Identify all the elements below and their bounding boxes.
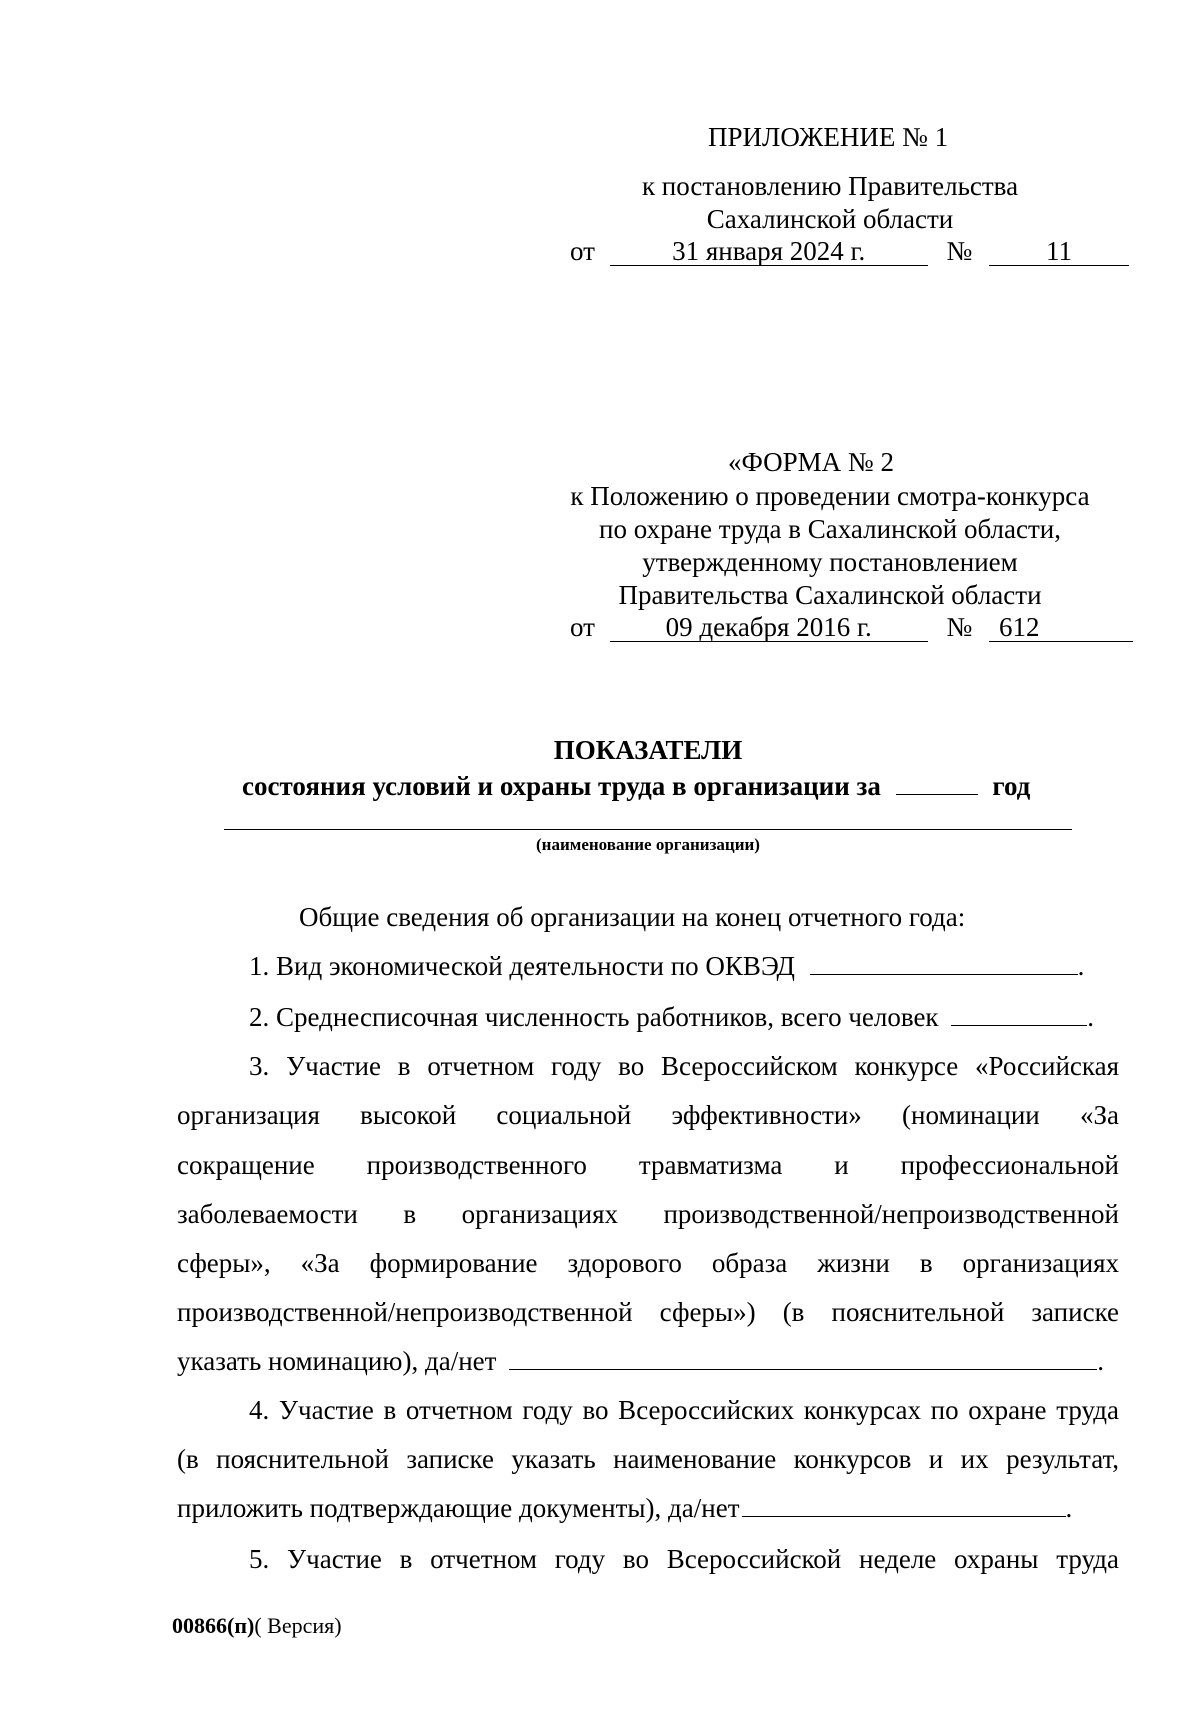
appendix-title: ПРИЛОЖЕНИЕ № 1	[708, 122, 949, 152]
appendix-number-label: №	[946, 236, 973, 266]
form-date: 09 декабря 2016 г.	[610, 613, 928, 642]
general-intro: Общие сведения об организации на конец отчетного года:	[299, 902, 966, 932]
item-3-line-3: сокращение производственного травматизма и профессиональной	[177, 1150, 1119, 1180]
form-line-3: утвержденному постановлением	[642, 547, 1018, 577]
form-line-4: Правительства Сахалинской области	[618, 580, 1042, 610]
item-3-period: .	[1097, 1346, 1104, 1376]
item-1-blank	[810, 952, 1078, 975]
item-3-line-1: 3. Участие в отчетном году во Всероссийском конкурсе «Российская	[249, 1051, 1119, 1081]
form-from-label: от	[570, 612, 595, 642]
appendix-line-2: Сахалинской области	[706, 204, 954, 234]
item-2-blank	[951, 1003, 1087, 1026]
item-4-line-1: 4. Участие в отчетном году во Всероссийских конкурсах по охране труда	[249, 1395, 1119, 1425]
appendix-line-1: к постановлению Правительства	[641, 171, 1019, 201]
heading-year-label: год	[992, 771, 1031, 801]
form-line-2: по охране труда в Сахалинской области,	[599, 514, 1061, 544]
item-4-last-text: приложить подтверждающие документы), да/нет	[177, 1493, 740, 1523]
item-1-period: .	[1077, 951, 1085, 981]
heading-title: ПОКАЗАТЕЛИ	[553, 735, 743, 765]
item-4-blank	[742, 1494, 1066, 1517]
heading-subtitle	[242, 771, 1030, 802]
footer-code: 00866(п)	[172, 1613, 255, 1638]
year-blank	[896, 772, 978, 795]
item-1-text: 1. Вид экономической деятельности по ОКВЭД	[249, 951, 795, 981]
appendix-number: 11	[989, 237, 1129, 266]
org-name-line	[224, 829, 1072, 830]
form-line-1: к Положению о проведении смотра-конкурса	[570, 481, 1090, 511]
item-3-line-2: организация высокой социальной эффективности» (номинации «За	[177, 1100, 1119, 1130]
footer-code-line	[172, 1613, 342, 1639]
item-3-line-5: сферы», «За формирование здорового образа жизни в организациях	[177, 1248, 1119, 1278]
item-2	[249, 1002, 1119, 1033]
appendix-date: 31 января 2024 г.	[610, 237, 928, 266]
item-4-period: .	[1065, 1493, 1073, 1523]
item-2-text: 2. Среднесписочная численность работников, всего человек	[249, 1002, 939, 1032]
item-3-line-6: производственной/непроизводственной сферы») (в пояснительной записке	[177, 1297, 1119, 1327]
appendix-date-line	[570, 236, 1129, 267]
org-name-caption: (наименование организации)	[536, 835, 760, 854]
form-number: 612	[989, 613, 1133, 642]
item-3-line-7	[177, 1346, 1119, 1377]
form-title: «ФОРМА № 2	[728, 447, 894, 477]
item-3-line-4: заболеваемости в организациях производственной/непроизводственной	[177, 1199, 1119, 1229]
item-2-period: .	[1087, 1002, 1095, 1032]
item-4-line-2: (в пояснительной записке указать наименование конкурсов и их результат,	[177, 1444, 1119, 1474]
item-4-line-3	[177, 1493, 1119, 1524]
form-number-label: №	[946, 612, 973, 642]
form-date-line	[570, 612, 1133, 643]
appendix-from-label: от	[570, 236, 595, 266]
heading-subtitle-text: состояния условий и охраны труда в организации за	[242, 771, 881, 801]
item-3-blank	[509, 1347, 1097, 1370]
footer-version: ( Версия)	[254, 1613, 342, 1638]
item-3-last-text: указать номинацию), да/нет	[177, 1346, 497, 1376]
item-5-line-1: 5. Участие в отчетном году во Всероссийской неделе охраны труда	[249, 1544, 1119, 1574]
item-1	[249, 951, 1119, 982]
